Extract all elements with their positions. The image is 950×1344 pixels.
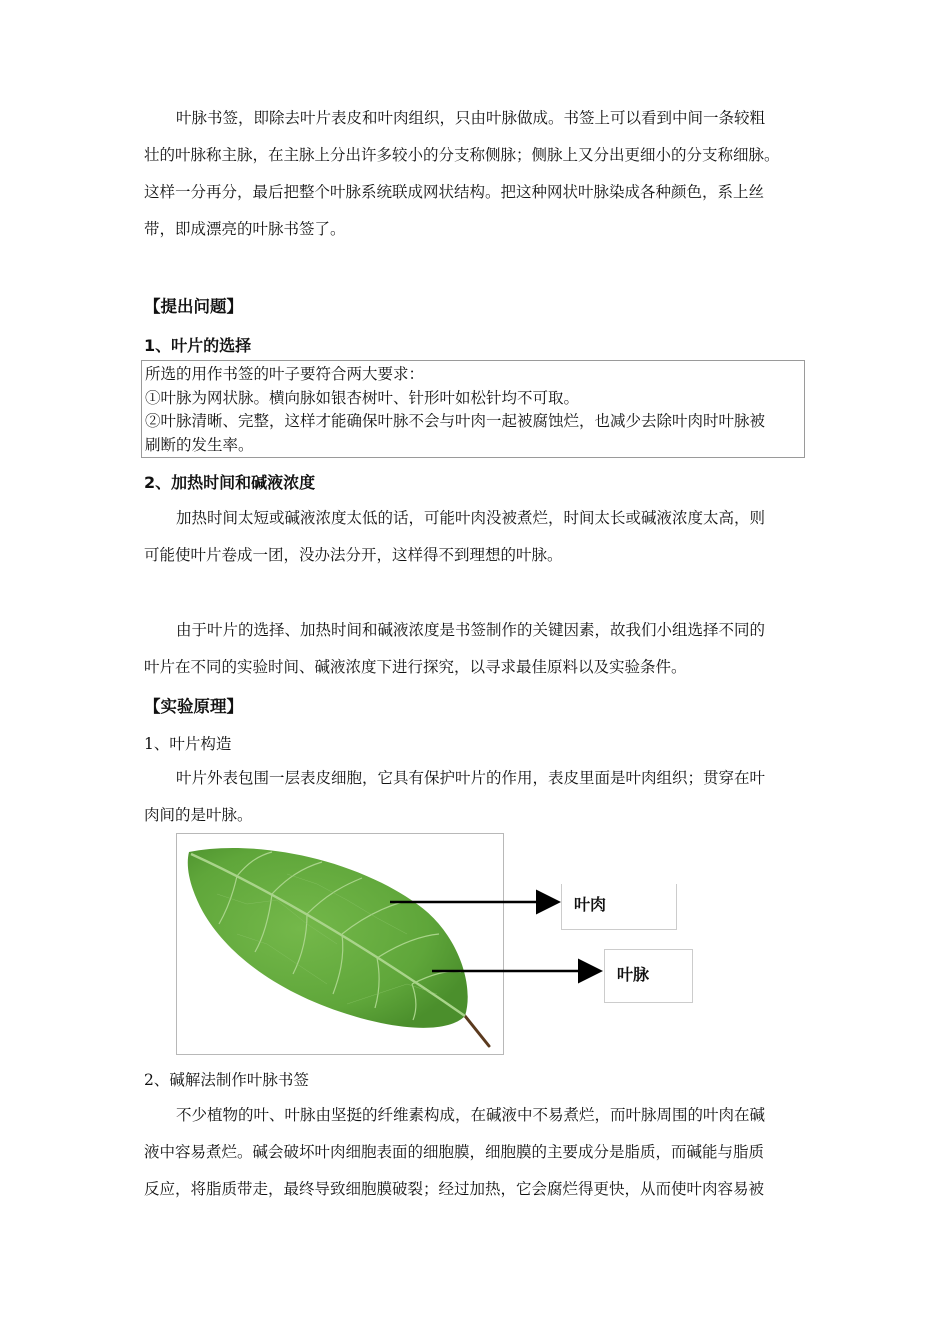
summary-line: 叶片在不同的实验时间、碱液浓度下进行探究，以寻求最佳原料以及实验条件。 [144,658,687,676]
alkali-line: 反应，将脂质带走，最终导致细胞膜破裂；经过加热，它会腐烂得更快，从而使叶肉容易被 [144,1180,765,1198]
intro-line: 叶脉书签，即除去叶片表皮和叶肉组织，只由叶脉做成。书签上可以看到中间一条较粗 [176,109,766,127]
intro-line: 带，即成漂亮的叶脉书签了。 [144,220,346,238]
subsection-title-heating: 2、加热时间和碱液浓度 [144,473,316,492]
subsection-title-alkali-method: 2、碱解法制作叶脉书签 [144,1071,309,1089]
box-line: ①叶脉为网状脉。横向脉如银杏树叶、针形叶如松针均不可取。 [145,388,580,407]
subsection-title-leaf-structure: 1、叶片构造 [144,735,232,753]
leaf-structure-line: 肉间的是叶脉。 [144,806,253,824]
box-line: ②叶脉清晰、完整，这样才能确保叶脉不会与叶肉一起被腐蚀烂，也减少去除叶肉时叶脉被 [145,412,766,430]
box-line: 所选的用作书签的叶子要符合两大要求： [145,365,425,383]
intro-line: 壮的叶脉称主脉，在主脉上分出许多较小的分支称侧脉；侧脉上又分出更细小的分支称细脉。 [144,146,780,164]
alkali-line: 液中容易煮烂。碱会破坏叶肉细胞表面的细胞膜，细胞膜的主要成分是脂质，而碱能与脂质 [144,1143,765,1161]
subsection-title-leaf-choice: 1、叶片的选择 [144,336,252,355]
heating-line: 可能使叶片卷成一团，没办法分开，这样得不到理想的叶脉。 [144,546,563,564]
summary-line: 由于叶片的选择、加热时间和碱液浓度是书签制作的关键因素，故我们小组选择不同的 [176,621,766,639]
intro-line: 这样一分再分，最后把整个叶脉系统联成网状结构。把这种网状叶脉染成各种颜色，系上丝 [144,183,765,201]
alkali-line: 不少植物的叶、叶脉由坚挺的纤维素构成，在碱液中不易煮烂，而叶脉周围的叶肉在碱 [176,1106,766,1124]
label-vein [604,949,693,1003]
label-vein-text: 叶脉 [617,965,650,984]
section-title-question: 【提出问题】 [144,297,243,316]
box-line: 刷断的发生率。 [145,435,254,454]
label-mesophyll [561,884,677,930]
label-mesophyll-text: 叶肉 [574,895,607,914]
heating-line: 加热时间太短或碱液浓度太低的话，可能叶肉没被煮烂，时间太长或碱液浓度太高，则 [176,509,766,527]
leaf-structure-line: 叶片外表包围一层表皮细胞，它具有保护叶片的作用，表皮里面是叶肉组织；贯穿在叶 [176,769,766,787]
section-title-principle: 【实验原理】 [144,697,243,716]
alkali-paragraph [144,1097,810,1208]
